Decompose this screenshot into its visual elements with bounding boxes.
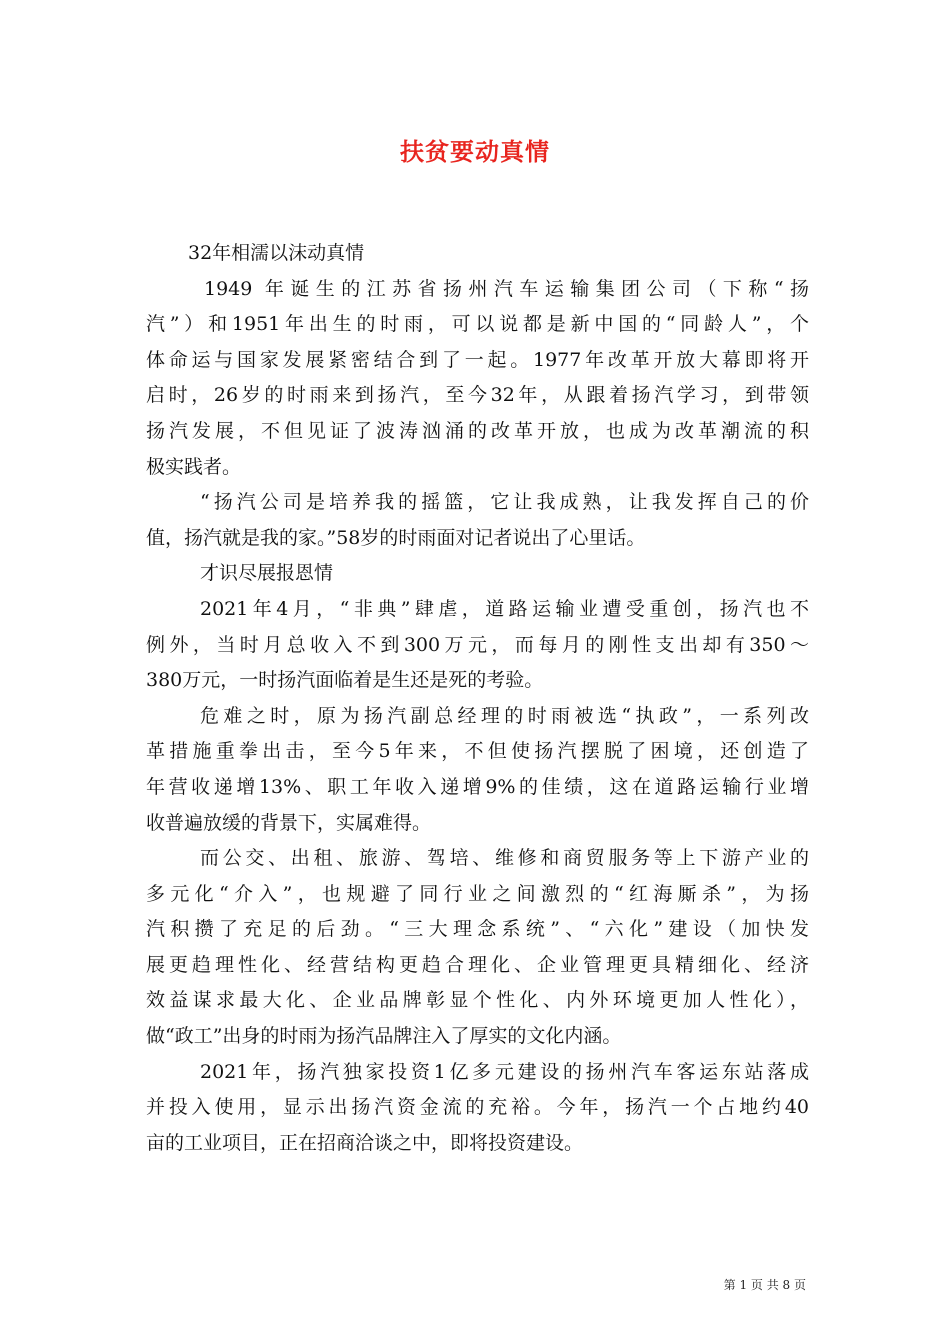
body-line: 而公交、出租、旅游、驾培、维修和商贸服务等上下游产业的 [200,847,809,870]
body-line: 展更趋理性化、经营结构更趋合理化、企业管理更具精细化、经济 [146,953,809,976]
body-line: 并投入使用，显示出扬汽资金流的充裕。今年，扬汽一个占地约40 [146,1096,809,1119]
body-line: 值，扬汽就是我的家。”58岁的时雨面对记者说出了心里话。 [146,526,646,549]
body-line: 收普遍放缓的背景下，实属难得。 [146,811,432,834]
body-line: 扬汽发展，不但见证了波涛汹涌的改革开放，也成为改革潮流的积 [146,419,809,442]
body-line: 2021年4月，“非典”肆虐，道路运输业遭受重创，扬汽也不 [200,597,809,620]
body-line: 年营收递增13%、职工年收入递增9%的佳绩，这在道路运输行业增 [146,775,809,798]
body-line: 2021年，扬汽独家投资1亿多元建设的扬州汽车客运东站落成 [200,1060,809,1083]
body-line: 危难之时，原为扬汽副总经理的时雨被选“执政”，一系列改 [200,704,809,727]
section-heading: 才识尽展报恩情 [200,562,334,585]
document-body [146,236,809,1161]
body-line: 启时，26岁的时雨来到扬汽，至今32年，从跟着扬汽学习，到带领 [146,384,809,407]
body-line: 极实践者。 [146,455,242,478]
body-line: 多元化“介入”，也规避了同行业之间激烈的“红海厮杀”，为扬 [146,882,809,905]
body-line: 汽积攒了充足的后劲。“三大理念系统”、“六化”建设（加快发 [146,918,809,941]
page-number: 第 1 页 共 8 页 [723,1278,806,1292]
body-line: 体命运与国家发展紧密结合到了一起。1977年改革开放大幕即将开 [146,348,809,371]
document-title: 扶贫要动真情 [400,137,550,166]
body-line: 380万元，一时扬汽面临着是生还是死的考验。 [146,669,544,692]
body-line: 效益谋求最大化、企业品牌彰显个性化、内外环境更加人性化）， [146,989,809,1012]
body-line: 例外，当时月总收入不到300万元，而每月的刚性支出却有350～ [146,633,809,656]
body-line: “扬汽公司是培养我的摇篮，它让我成熟，让我发挥自己的价 [200,491,809,514]
body-line: 革措施重拳出击，至今5年来，不但使扬汽摆脱了困境，还创造了 [146,740,809,763]
body-line: 1949 年诞生的江苏省扬州汽车运输集团公司（下称“扬 [204,277,809,300]
section-heading: 32年相濡以沫动真情 [188,242,365,264]
body-line: 做“政工”出身的时雨为扬汽品牌注入了厚实的文化内涵。 [146,1025,622,1048]
body-line: 亩的工业项目，正在招商洽谈之中，即将投资建设。 [146,1131,584,1154]
body-line: 汽”）和1951年出生的时雨，可以说都是新中国的“同龄人”，个 [146,313,809,336]
